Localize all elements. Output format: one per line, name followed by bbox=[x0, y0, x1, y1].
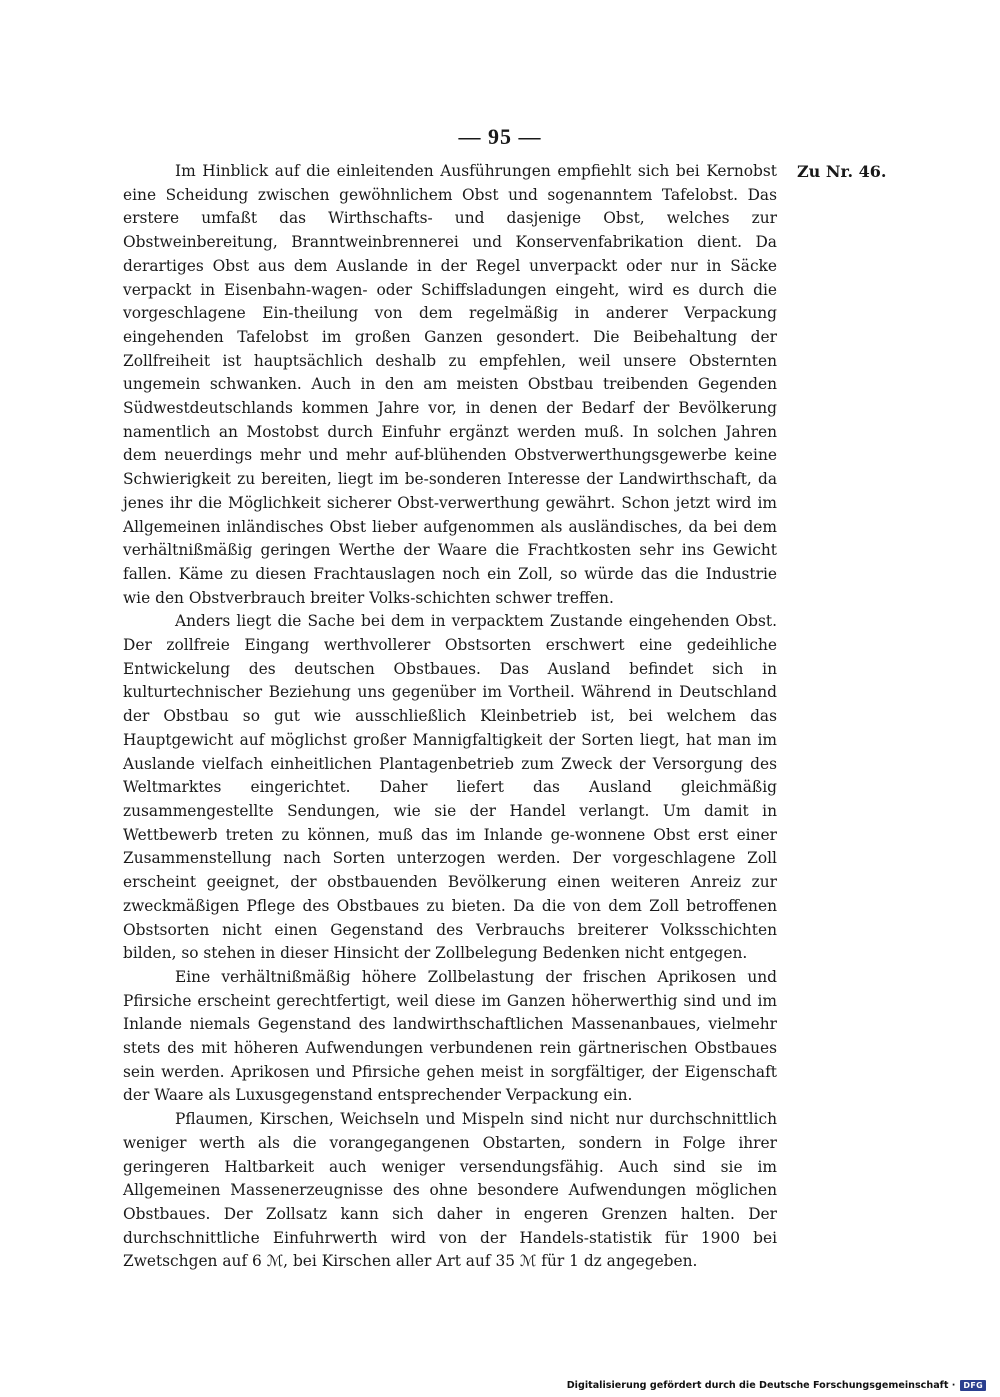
dfg-logo-icon: DFG bbox=[960, 1380, 986, 1391]
body-text bbox=[123, 160, 777, 1274]
paragraph-3: Eine verhältnißmäßig höhere Zollbelastung der frischen Aprikosen und Pfirsiche erscheint gerechtfertigt, weil diese im Ganzen höherwerthig sind und im Inlande niemals Gegenstand des landwirthschaftlichen Massenanbaues, vielmehr stets des mit höheren Aufwendungen verbundenen rein gärtnerischen Obstbaues sein werden. Aprikosen und Pfirsiche gehen meist in sorgfältiger, der Eigenschaft der Waare als Luxusgegenstand entsprechender Verpackung ein. bbox=[123, 967, 777, 1105]
paragraph-2: Anders liegt die Sache bei dem in verpacktem Zustande eingehenden Obst. Der zollfreie Eingang werthvollerer Obstsorten erschwert eine gedeihliche Entwickelung des deutschen Obstbaues. Das Ausland befindet sich in kulturtechnischer Beziehung uns gegenüber im Vortheil. Während in Deutschland der Obstbau so gut wie ausschließlich Kleinbetrieb ist, bei welchem das Hauptgewicht auf möglichst großer Mannigfaltigkeit der Sorten liegt, hat man im Auslande vielfach einheitlichen Plantagenbetrieb zum Zweck der Versorgung des Weltmarktes eingerichtet. Daher liefert das Ausland gleichmäßig zusammengestellte Sendungen, wie sie der Handel verlangt. Um damit in Wettbewerb treten zu können, muß das im Inlande ge-wonnene Obst erst einer Zusammenstellung nach Sorten unterzogen werden. Der vorgeschlagene Zoll erscheint geeignet, der obstbauenden Bevölkerung einen weiteren Anreiz zur zweckmäßigen Pflege des Obstbaues zu bieten. Da die von dem Zoll betroffenen Obstsorten nicht einen Gegenstand des Verbrauchs breiterer Volksschichten bilden, so stehen in dieser Hinsicht der Zollbelegung Bedenken nicht entgegen. bbox=[123, 612, 777, 963]
page-number: — 95 — bbox=[458, 124, 542, 149]
paragraph-4: Pflaumen, Kirschen, Weichseln und Mispeln sind nicht nur durchschnittlich weniger werth als die vorangegangenen Obstarten, sondern in Folge ihrer geringeren Haltbarkeit auch weniger versendungsfähig. Auch sind sie im Allgemeinen Massenerzeugnisse des ohne besondere Aufwendungen möglichen Obstbaues. Der Zollsatz kann sich daher in engeren Grenzen halten. Der durchschnittliche Einfuhrwerth wird von der Handels-statistik für 1900 bei Zwetschgen auf 6 ℳ, bei Kirschen aller Art auf 35 ℳ für 1 dz angegeben. bbox=[123, 1110, 777, 1271]
footer-credit-text: Digitalisierung gefördert durch die Deutsche Forschungsgemeinschaft · bbox=[566, 1380, 956, 1391]
footer-credit bbox=[567, 1380, 986, 1391]
margin-note: Zu Nr. 46. bbox=[797, 162, 887, 181]
paragraph-1: Im Hinblick auf die einleitenden Ausführungen empfiehlt sich bei Kernobst eine Scheidung zwischen gewöhnlichem Obst und sogenanntem Tafelobst. Das erstere umfaßt das Wirthschafts- und dasjenige Obst, welches zur Obstweinbereitung, Branntweinbrennerei und Konservenfabrikation dient. Da derartiges Obst aus dem Auslande in der Regel unverpackt oder nur in Säcke verpackt in Eisenbahn-wagen- oder Schiffsladungen eingeht, wird es durch die vorgeschlagene Ein-theilung von dem regelmäßig in anderer Verpackung eingehenden Tafelobst im großen Ganzen gesondert. Die Beibehaltung der Zollfreiheit ist hauptsächlich deshalb zu empfehlen, weil unsere Obsternten ungemein schwanken. Auch in den am meisten Obstbau treibenden Gegenden Südwestdeutschlands kommen Jahre vor, in denen der Bedarf der Bevölkerung namentlich an Mostobst durch Einfuhr ergänzt werden muß. In solchen Jahren dem neuerdings mehr und mehr auf-blühenden Obstverwerthungsgewerbe keine Schwierigkeit zu bereiten, liegt im be-sonderen Interesse der Landwirthschaft, da jenes ihr die Möglichkeit sicherer Obst-verwerthung gewährt. Schon jetzt wird im Allgemeinen inländisches Obst lieber aufgenommen als ausländisches, da bei dem verhältnißmäßig geringen Werthe der Waare die Frachtkosten sehr ins Gewicht fallen. Käme zu diesen Frachtauslagen noch ein Zoll, so würde das die Industrie wie den Obstverbrauch breiter Volks-schichten schwer treffen. bbox=[123, 162, 777, 607]
